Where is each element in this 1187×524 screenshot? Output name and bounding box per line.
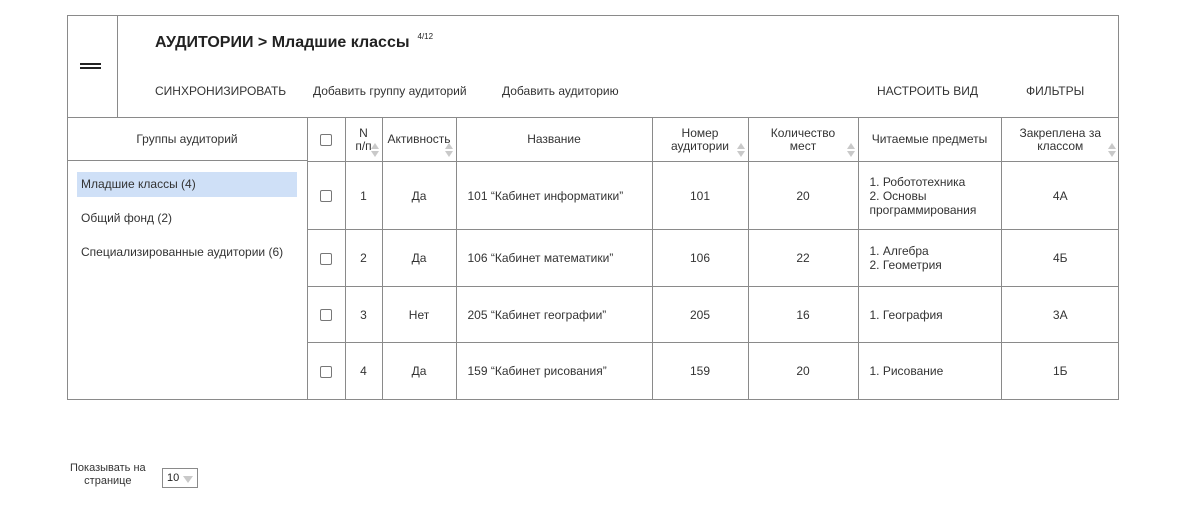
col-seats[interactable]: Количество мест	[748, 118, 858, 162]
configure-view-button[interactable]: НАСТРОИТЬ ВИД	[877, 84, 978, 98]
table-row[interactable]: 1 Да 101 “Кабинет информатики” 101 20 1. Робототехника 2. Основы программирования 4А	[307, 162, 1119, 230]
sort-icon[interactable]	[445, 143, 453, 159]
sort-icon[interactable]	[371, 143, 379, 159]
col-assigned[interactable]: Закреплена за классом	[1001, 118, 1119, 162]
row-checkbox[interactable]	[320, 366, 332, 378]
chevron-down-icon	[183, 476, 193, 483]
table-header-row	[307, 118, 1119, 162]
col-subjects[interactable]: Читаемые предметы	[858, 118, 1001, 162]
row-checkbox[interactable]	[320, 309, 332, 321]
page-title	[155, 32, 433, 52]
breadcrumb: АУДИТОРИИ > Младшие классы	[155, 34, 410, 51]
group-item-general[interactable]: Общий фонд (2)	[81, 211, 172, 225]
table-row[interactable]: 3 Нет 205 “Кабинет географии” 205 16 1. География 3А	[307, 287, 1119, 343]
group-item-specialized[interactable]: Специализированные аудитории (6)	[81, 245, 284, 259]
hamburger-menu-icon[interactable]	[80, 63, 101, 71]
group-item-junior[interactable]: Младшие классы (4)	[77, 172, 297, 197]
select-all-cell	[307, 118, 345, 162]
select-all-checkbox[interactable]	[320, 134, 332, 146]
row-checkbox[interactable]	[320, 190, 332, 202]
col-num[interactable]: N п/п	[345, 118, 382, 162]
page-size-label: Показывать на странице	[70, 462, 146, 487]
row-checkbox[interactable]	[320, 253, 332, 265]
sort-icon[interactable]	[847, 143, 855, 159]
menu-cell	[67, 15, 118, 118]
col-room-number[interactable]: Номер аудитории	[652, 118, 748, 162]
table-row[interactable]: 4 Да 159 “Кабинет рисования” 159 20 1. Рисование 1Б	[307, 343, 1119, 400]
rooms-table	[307, 117, 1119, 400]
add-room-button[interactable]: Добавить аудиторию	[502, 84, 619, 98]
add-group-button[interactable]: Добавить группу аудиторий	[313, 84, 467, 98]
col-activity[interactable]: Активность	[382, 118, 456, 162]
col-name[interactable]: Название	[456, 118, 652, 162]
sync-button[interactable]: СИНХРОНИЗИРОВАТЬ	[155, 84, 287, 98]
groups-header: Группы аудиторий	[67, 118, 307, 161]
sort-icon[interactable]	[737, 143, 745, 159]
page-counter: 4/12	[417, 32, 434, 41]
table-row[interactable]: 2 Да 106 “Кабинет математики” 106 22 1. Алгебра 2. Геометрия 4Б	[307, 230, 1119, 287]
page-size-select[interactable]: 10	[162, 468, 198, 488]
filters-button[interactable]: ФИЛЬТРЫ	[1026, 84, 1085, 98]
sort-icon[interactable]	[1108, 143, 1116, 159]
